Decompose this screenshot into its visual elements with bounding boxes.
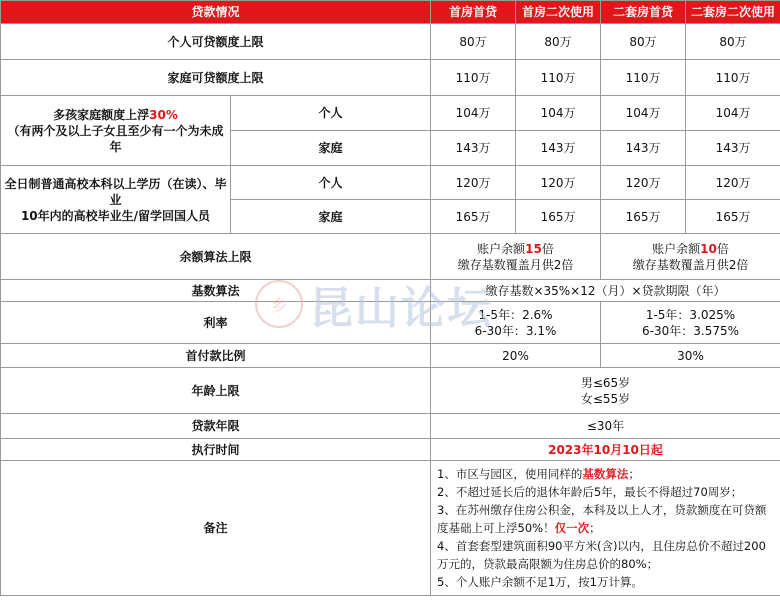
- cell-value: 165万: [686, 200, 780, 234]
- cell-value: 80万: [601, 24, 686, 60]
- cell-value: 110万: [601, 60, 686, 96]
- note-item: [437, 465, 774, 483]
- balance-algo-first-line2: 缴存基数覆盖月供2倍: [457, 257, 574, 272]
- header-second-home-second-use: 二套房二次使用: [686, 1, 780, 24]
- age-limit-male: 男≤65岁: [580, 375, 631, 390]
- header-row: [1, 1, 780, 24]
- balance-algo-second-unit: 倍: [716, 241, 729, 256]
- watermark-seal-icon: 乡: [255, 280, 303, 328]
- note-highlight: 基数算法: [582, 467, 629, 481]
- note-text: 1、市区与园区，使用同样的: [437, 467, 583, 481]
- rate-first-home: [431, 302, 601, 344]
- personal-limit-label: 个人可贷额度上限: [1, 24, 431, 60]
- balance-algo-first-multiplier: 15: [525, 241, 542, 256]
- family-limit-row: [1, 60, 780, 96]
- note-item: 2、不超过延长后的退休年龄后5年，最长不得超过70周岁；: [437, 485, 743, 499]
- balance-algo-second-line2: 缴存基数覆盖月供2倍: [632, 257, 749, 272]
- cell-value: 143万: [601, 131, 686, 166]
- down-payment-row: [1, 344, 780, 368]
- rate-row: [1, 302, 780, 344]
- note-item: [437, 501, 774, 537]
- cell-value: 104万: [686, 96, 780, 131]
- note-item: 4、首套套型建筑面积90平方米(含)以内，且住房总价不超过200万元的，贷款最高限额为住房总价的80%；: [437, 539, 766, 571]
- header-first-home-first-loan: 首房首贷: [431, 1, 516, 24]
- multichild-label-text: 多孩家庭额度上浮: [53, 107, 150, 122]
- rate-first-long: 6-30年：3.1%: [474, 323, 557, 338]
- loan-term-label: 贷款年限: [1, 414, 431, 439]
- balance-algo-second-home: [601, 234, 780, 280]
- cell-value: 120万: [686, 166, 780, 200]
- graduate-personal-row: [1, 166, 780, 200]
- cell-value: 110万: [516, 60, 601, 96]
- balance-algo-first-text: 账户余额: [477, 241, 526, 256]
- balance-algo-second-multiplier: 10: [700, 241, 717, 256]
- cell-value: 104万: [601, 96, 686, 131]
- cell-value: 143万: [686, 131, 780, 166]
- personal-limit-row: [1, 24, 780, 60]
- balance-algo-first-unit: 倍: [541, 241, 554, 256]
- cell-value: 165万: [516, 200, 601, 234]
- graduate-personal-label: 个人: [231, 166, 431, 200]
- cell-value: 120万: [601, 166, 686, 200]
- loan-term-value: ≤30年: [431, 414, 780, 439]
- cell-value: 80万: [431, 24, 516, 60]
- cell-value: 143万: [431, 131, 516, 166]
- effective-row: [1, 439, 780, 461]
- cell-value: 143万: [516, 131, 601, 166]
- balance-algo-second-text: 账户余额: [652, 241, 701, 256]
- graduate-label-line1: 全日制普通高校本科以上学历（在读）、毕业: [4, 176, 227, 207]
- rate-first-short: 1-5年：2.6%: [478, 307, 553, 322]
- cell-value: 165万: [601, 200, 686, 234]
- down-payment-second: 30%: [601, 344, 780, 368]
- rate-label: 利率: [1, 302, 431, 344]
- graduate-family-label: 家庭: [231, 200, 431, 234]
- cell-value: 104万: [431, 96, 516, 131]
- cell-value: 80万: [516, 24, 601, 60]
- cell-value: 165万: [431, 200, 516, 234]
- rate-second-long: 6-30年：3.575%: [642, 323, 740, 338]
- cell-value: 110万: [431, 60, 516, 96]
- effective-date: 2023年10月10日起: [431, 439, 780, 461]
- note-text: 3、在苏州缴存住房公积金，本科及以上人才，贷款额度在可贷额度基础上可上浮50%！: [437, 503, 767, 535]
- base-algo-formula: 缴存基数×35%×12（月）×贷款期限（年）: [431, 280, 780, 302]
- header-second-home-first-loan: 二套房首贷: [601, 1, 686, 24]
- note-text: ；: [628, 467, 640, 481]
- cell-value: 104万: [516, 96, 601, 131]
- cell-value: 110万: [686, 60, 780, 96]
- effective-label: 执行时间: [1, 439, 431, 461]
- note-text: ；: [589, 521, 601, 535]
- rate-second-home: [601, 302, 780, 344]
- balance-algo-row: [1, 234, 780, 280]
- down-payment-first: 20%: [431, 344, 601, 368]
- multichild-percent: 30%: [149, 107, 178, 122]
- cell-value: 120万: [516, 166, 601, 200]
- graduate-label-line2: 10年内的高校毕业生/留学回国人员: [20, 208, 211, 223]
- cell-value: 80万: [686, 24, 780, 60]
- loan-term-row: [1, 414, 780, 439]
- notes-content: [431, 461, 780, 596]
- base-algo-row: [1, 280, 780, 302]
- header-first-home-second-use: 首房二次使用: [516, 1, 601, 24]
- multichild-condition: （有两个及以上子女且至少有一个为未成年: [7, 123, 224, 154]
- graduate-label: [1, 166, 231, 234]
- multichild-personal-row: [1, 96, 780, 131]
- base-algo-label: 基数算法: [1, 280, 431, 302]
- multichild-label: [1, 96, 231, 166]
- rate-second-short: 1-5年：3.025%: [645, 307, 736, 322]
- balance-algo-first-home: [431, 234, 601, 280]
- balance-algo-label: 余额算法上限: [1, 234, 431, 280]
- notes-label: 备注: [1, 461, 431, 596]
- family-limit-label: 家庭可贷额度上限: [1, 60, 431, 96]
- age-limit-value: [431, 368, 780, 414]
- header-loan-situation: 贷款情况: [1, 1, 431, 24]
- age-limit-label: 年龄上限: [1, 368, 431, 414]
- age-limit-female: 女≤55岁: [580, 391, 631, 406]
- watermark-text: 昆山论坛: [309, 283, 493, 334]
- note-highlight: 仅一次: [554, 521, 590, 535]
- age-limit-row: [1, 368, 780, 414]
- cell-value: 120万: [431, 166, 516, 200]
- down-payment-label: 首付款比例: [1, 344, 431, 368]
- multichild-family-label: 家庭: [231, 131, 431, 166]
- notes-row: [1, 461, 780, 596]
- note-item: 5、个人账户余额不足1万，按1万计算。: [437, 575, 643, 589]
- multichild-personal-label: 个人: [231, 96, 431, 131]
